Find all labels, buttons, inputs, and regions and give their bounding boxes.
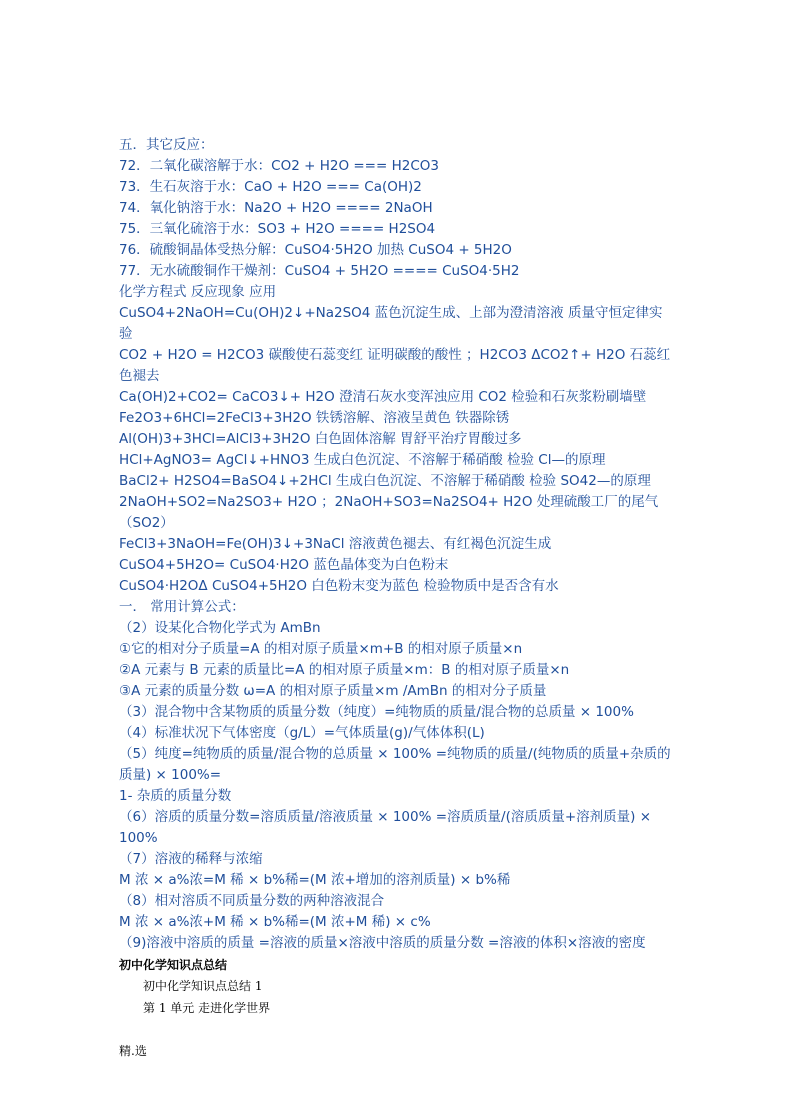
equation-line: CuSO4+5H2O= CuSO4·H2O 蓝色晶体变为白色粉末 bbox=[119, 557, 449, 573]
equation-line: FeCl3+3NaOH=Fe(OH)3↓+3NaCl 溶液黄色褪去、有红褐色沉淀生成 bbox=[119, 536, 552, 552]
formula-line: （7）溶液的稀释与浓缩 bbox=[119, 851, 263, 867]
equation-line: CO2 + H2O = H2CO3 碳酸使石蕊变红 证明碳酸的酸性 ；H2CO3 ΔCO2↑+ H2O 石蕊红色褪去 bbox=[119, 347, 671, 384]
equation-line: BaCl2+ H2SO4=BaSO4↓+2HCl 生成白色沉淀、不溶解于稀硝酸 检验 SO42—的原理 bbox=[119, 473, 651, 489]
formula-line: M 浓 × a%浓+M 稀 × b%稀=(M 浓+M 稀) × c% bbox=[119, 914, 431, 930]
formula-line: （2）设某化合物化学式为 AmBn bbox=[119, 620, 321, 636]
equation-line: Ca(OH)2+CO2= CaCO3↓+ H2O 澄清石灰水变浑浊应用 CO2 检验和石灰浆粉刷墙壁 bbox=[119, 389, 647, 405]
equation-line: CuSO4+2NaOH=Cu(OH)2↓+Na2SO4 蓝色沉淀生成、上部为澄清溶液 质量守恒定律实验 bbox=[119, 305, 663, 342]
summary-heading: 初中化学知识点总结 bbox=[119, 958, 228, 972]
equation-line: Al(OH)3+3HCl=AlCl3+3H2O 白色固体溶解 胃舒平治疗胃酸过多 bbox=[119, 431, 522, 447]
equation-line: Fe2O3+6HCl=2FeCl3+3H2O 铁锈溶解、溶液呈黄色 铁器除锈 bbox=[119, 410, 510, 426]
reaction-line-76: 76．硫酸铜晶体受热分解：CuSO4·5H2O 加热 CuSO4 + 5H2O bbox=[119, 242, 512, 258]
formula-line: 1- 杂质的质量分数 bbox=[119, 788, 232, 804]
formula-line: ②A 元素与 B 元素的质量比=A 的相对原子质量×m：B 的相对原子质量×n bbox=[119, 662, 570, 678]
formula-line: （4）标准状况下气体密度（g/L）=气体质量(g)/气体体积(L) bbox=[119, 725, 485, 741]
formula-line: M 浓 × a%浓=M 稀 × b%稀=(M 浓+增加的溶剂质量) × b%稀 bbox=[119, 872, 511, 888]
reaction-line-74: 74．氧化钠溶于水：Na2O + H2O ==== 2NaOH bbox=[119, 200, 433, 216]
formula-line: （5）纯度=纯物质的质量/混合物的总质量 × 100% =纯物质的质量/(纯物质的质量+杂质的质量) × 100%= bbox=[119, 746, 671, 783]
formula-line: （6）溶质的质量分数=溶质质量/溶液质量 × 100% =溶质质量/(溶质质量+溶剂质量) × 100% bbox=[119, 809, 652, 846]
equation-line: 2NaOH+SO2=Na2SO3+ H2O ；2NaOH+SO3=Na2SO4+ H2O 处理硫酸工厂的尾气（SO2） bbox=[119, 494, 659, 531]
formula-line: ③A 元素的质量分数 ω=A 的相对原子质量×m /AmBn 的相对分子质量 bbox=[119, 683, 547, 699]
reaction-line-72: 72．二氧化碳溶解于水：CO2 + H2O === H2CO3 bbox=[119, 158, 439, 174]
equation-line: CuSO4·H2OΔ CuSO4+5H2O 白色粉末变为蓝色 检验物质中是否含有水 bbox=[119, 578, 559, 594]
unit-title: 第 1 单元 走进化学世界 bbox=[143, 1001, 271, 1015]
formula-line: （3）混合物中含某物质的质量分数（纯度）=纯物质的质量/混合物的总质量 × 100% bbox=[119, 704, 634, 720]
section-heading-other-reactions: 五．其它反应： bbox=[119, 137, 214, 153]
formula-line: ①它的相对分子质量=A 的相对原子质量×m+B 的相对原子质量×n bbox=[119, 641, 523, 657]
section-heading-formulas: 一． 常用计算公式： bbox=[119, 599, 245, 615]
page-footer: 精.选 bbox=[119, 1044, 147, 1058]
reaction-line-73: 73．生石灰溶于水：CaO + H2O === Ca(OH)2 bbox=[119, 179, 422, 195]
table-header-line: 化学方程式 反应现象 应用 bbox=[119, 284, 277, 300]
reaction-line-77: 77．无水硫酸铜作干燥剂：CuSO4 + 5H2O ==== CuSO4·5H2 bbox=[119, 263, 520, 279]
formula-line: （9)溶液中溶质的质量 =溶液的质量×溶液中溶质的质量分数 =溶液的体积×溶液的密度 bbox=[119, 935, 646, 951]
reaction-line-75: 75．三氧化硫溶于水：SO3 + H2O ==== H2SO4 bbox=[119, 221, 436, 237]
equation-line: HCl+AgNO3= AgCl↓+HNO3 生成白色沉淀、不溶解于稀硝酸 检验 Cl—的原理 bbox=[119, 452, 606, 468]
summary-subheading: 初中化学知识点总结 1 bbox=[143, 979, 263, 993]
document-body bbox=[119, 135, 675, 1019]
formula-line: （8）相对溶质不同质量分数的两种溶液混合 bbox=[119, 893, 385, 909]
